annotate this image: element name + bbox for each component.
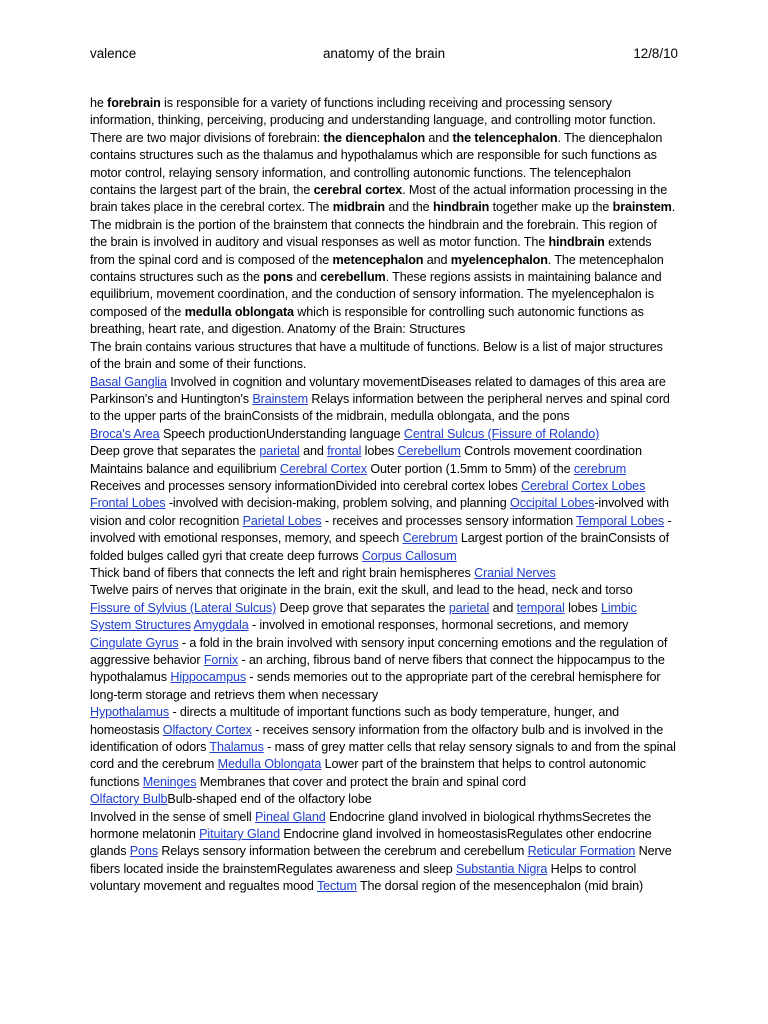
term-link[interactable]: Cingulate Gyrus: [90, 635, 179, 650]
body-text: Largest portion of the brainConsists of folded bulges called gyri that create deep furrows: [90, 531, 670, 563]
bold-term: hindbrain: [432, 200, 490, 215]
body-text: he: [90, 96, 108, 110]
term-link[interactable]: Cerebellum: [397, 444, 461, 459]
term-link[interactable]: Fornix: [203, 653, 239, 667]
body-text: and: [489, 600, 517, 615]
body-text: Involved in cognition and voluntary movementDiseases related to damages of this area are Parkinson's and Huntington's: [90, 374, 666, 406]
bold-term: medulla oblongata: [184, 304, 294, 319]
term-link[interactable]: Amygdala: [193, 618, 249, 633]
term-link[interactable]: Pituitary Gland: [199, 827, 280, 842]
term-link[interactable]: Meninges: [142, 774, 197, 789]
term-link[interactable]: Basal Ganglia: [90, 374, 167, 389]
body-text: -involved with vision and color recognition: [90, 496, 669, 528]
bold-term: cerebral cortex: [313, 183, 403, 198]
body-text: Deep grove that separates the: [276, 600, 449, 615]
body-text: -involved with decision-making, problem solving, and planning: [165, 496, 511, 511]
body-text: Speech productionUnderstanding language: [159, 426, 404, 441]
body-paragraph: [90, 374, 676, 426]
body-paragraph: [90, 95, 676, 339]
body-text: - a fold in the brain involved with sensory input concerning emotions and the regulation of aggressive behavior: [90, 635, 668, 667]
body-text: Thick band of fibers that connects the left and right brain hemispheres: [90, 565, 475, 580]
term-link[interactable]: Thalamus: [209, 740, 264, 755]
term-link[interactable]: parietal: [259, 444, 300, 459]
body-text: . Most of the actual information processing in the brain takes place in the cerebral cortex. The: [90, 183, 668, 215]
term-link[interactable]: Broca's Area: [90, 426, 160, 441]
body-text: Endocrine gland involved in homeostasisRegulates other endocrine glands: [90, 827, 652, 859]
bold-term: brainstem: [612, 200, 672, 215]
body-text: Nerve fibers located inside the brainstemRegulates awareness and sleep: [90, 844, 672, 876]
term-link[interactable]: Occipital Lobes: [510, 496, 595, 511]
body-paragraph: [90, 582, 676, 704]
body-text: - involved with emotional responses, memory, and speech: [90, 513, 672, 546]
body-text: The brain contains various structures that have a multitude of functions. Below is a list of major structures of the brain and some of their functions.: [90, 339, 663, 372]
body-text: . The midbrain is the portion of the brainstem that connects the hindbrain and the forebrain. This region of the brain is involved in auditory and visual responses as well as motor function. The: [90, 200, 676, 250]
page-header: [90, 46, 678, 66]
body-text: lobes: [361, 444, 398, 459]
bold-term: forebrain: [107, 96, 161, 110]
term-link[interactable]: cerebrum: [573, 461, 627, 476]
term-link[interactable]: Tectum: [316, 879, 357, 894]
body-text: and: [423, 252, 451, 267]
body-paragraph: [90, 704, 676, 791]
term-link[interactable]: Medulla Oblongata: [217, 757, 322, 772]
term-link[interactable]: Fissure of Sylvius (Lateral Sulcus): [90, 600, 277, 615]
body-text: - sends memories out to the appropriate part of the cerebral hemisphere for long-term storage and retrievs them when necessary: [90, 670, 661, 702]
body-text: Controls movement coordination Maintains balance and equilibrium: [90, 444, 642, 476]
term-link[interactable]: Limbic System Structures: [90, 600, 637, 633]
body-text: Endocrine gland involved in biological rhythmsSecretes the hormone melatonin: [90, 809, 652, 842]
body-text: Outer portion (1.5mm to 5mm) of the: [366, 461, 574, 476]
body-paragraph: [90, 339, 676, 374]
bold-term: the telencephalon: [452, 130, 558, 145]
body-text: - an arching, fibrous band of nerve fibers that connect the hippocampus to the hypothalamus: [90, 653, 665, 685]
body-text: . These regions assists in maintaining balance and equilibrium, movement coordination, and the conduction of sensory information. The myelencephalon is composed of the: [90, 270, 662, 319]
term-link[interactable]: Corpus Callosum: [361, 548, 457, 563]
body-paragraph: [90, 809, 676, 896]
bold-term: the diencephalon: [323, 130, 426, 145]
body-text: - receives sensory information from the olfactory bulb and is involved in the identification of odors: [90, 722, 664, 755]
body-text: and: [292, 270, 321, 285]
body-text: - receives and processes sensory information: [321, 513, 577, 528]
term-link[interactable]: Cerebral Cortex: [279, 461, 367, 476]
body-text: - directs a multitude of important functions such as body temperature, hunger, and homeostasis: [90, 705, 620, 737]
body-text: and: [425, 130, 453, 145]
body-text: - involved in emotional responses, hormonal secretions, and memory: [248, 618, 629, 633]
term-link[interactable]: Frontal Lobes: [90, 496, 166, 511]
body-text: Deep grove that separates the: [90, 444, 260, 459]
body-paragraph: [90, 565, 676, 582]
term-link[interactable]: frontal: [327, 444, 362, 459]
bold-term: myelencephalon: [450, 252, 548, 267]
term-link[interactable]: Cerebral Cortex Lobes: [521, 478, 646, 493]
body-text: Relays sensory information between the cerebrum and cerebellum: [158, 844, 528, 859]
body-text: Bulb-shaped end of the olfactory lobe: [167, 792, 372, 807]
term-link[interactable]: Substantia Nigra: [456, 861, 548, 876]
term-link[interactable]: Olfactory Bulb: [90, 792, 168, 807]
body-text: Receives and processes sensory informationDivided into cerebral cortex lobes: [90, 478, 522, 493]
body-text: Membranes that cover and protect the brain and spinal cord: [196, 774, 527, 789]
bold-term: metencephalon: [332, 252, 424, 267]
term-link[interactable]: parietal: [448, 600, 490, 615]
term-link[interactable]: Pons: [129, 844, 159, 859]
body-text: together make up the: [489, 200, 613, 215]
header-title: anatomy of the brain: [322, 46, 446, 61]
term-link[interactable]: Reticular Formation: [527, 844, 636, 859]
body-text: Relays information between the peripheral nerves and spinal cord to the upper parts of the brainConsists of the midbrain, medulla oblongata, and the pons: [90, 391, 670, 424]
bold-term: cerebellum: [320, 270, 386, 285]
term-link[interactable]: temporal: [516, 600, 565, 615]
term-link[interactable]: Temporal Lobes: [576, 513, 665, 528]
body-paragraph: [90, 426, 676, 443]
body-text: Twelve pairs of nerves that originate in the brain, exit the skull, and lead to the head, neck and torso: [90, 583, 633, 598]
body-text: and the: [385, 200, 433, 215]
body-text: is responsible for a variety of functions including receiving and processing sensory information, thinking, perceiving, producing and understanding language, and controlling motor function. There are two major divisions of forebrain:: [90, 96, 656, 145]
term-link[interactable]: Pineal Gland: [255, 809, 326, 824]
body-paragraph: [90, 791, 676, 808]
body-text: which is responsible for controlling such autonomic functions as breathing, heart rate, and digestion. Anatomy of the Brain: Structures: [90, 304, 644, 337]
body-text: extends from the spinal cord and is composed of the: [90, 235, 652, 267]
header-date: 12/8/10: [633, 46, 678, 61]
body-text: The dorsal region of the mesencephalon (mid brain): [356, 879, 644, 894]
term-link[interactable]: Parietal Lobes: [242, 513, 322, 528]
bold-term: hindbrain: [548, 235, 605, 250]
body-text: Involved in the sense of smell: [90, 809, 255, 824]
body-text: Helps to control voluntary movement and regualtes mood: [90, 861, 637, 894]
term-link[interactable]: Hypothalamus: [90, 705, 170, 720]
term-link[interactable]: Olfactory Cortex: [162, 722, 252, 737]
term-link[interactable]: Cerebrum: [402, 531, 458, 546]
body-text: lobes: [564, 600, 601, 615]
body-text: and: [299, 444, 328, 459]
term-link[interactable]: Brainstem: [252, 391, 308, 406]
body-text: - mass of grey matter cells that relay sensory signals to and from the spinal cord and the cerebrum: [90, 740, 676, 772]
term-link[interactable]: Cranial Nerves: [474, 565, 556, 580]
header-author: valence: [90, 46, 137, 61]
body-paragraph: [90, 443, 676, 565]
term-link[interactable]: Hippocampus: [170, 670, 247, 685]
document-body: [90, 95, 676, 896]
bold-term: midbrain: [332, 200, 385, 215]
body-text: . The diencephalon contains structures such as the thalamus and hypothalamus which are responsible for such functions as motor control, relaying sensory information, and controlling autonomic functions. The telencephalon contains the largest part of the brain, the: [90, 130, 663, 198]
body-text: Lower part of the brainstem that helps to control autonomic functions: [90, 757, 646, 789]
body-text: . The metencephalon contains structures such as the: [90, 252, 664, 285]
bold-term: pons: [263, 270, 293, 285]
term-link[interactable]: Central Sulcus (Fissure of Rolando): [403, 426, 600, 441]
